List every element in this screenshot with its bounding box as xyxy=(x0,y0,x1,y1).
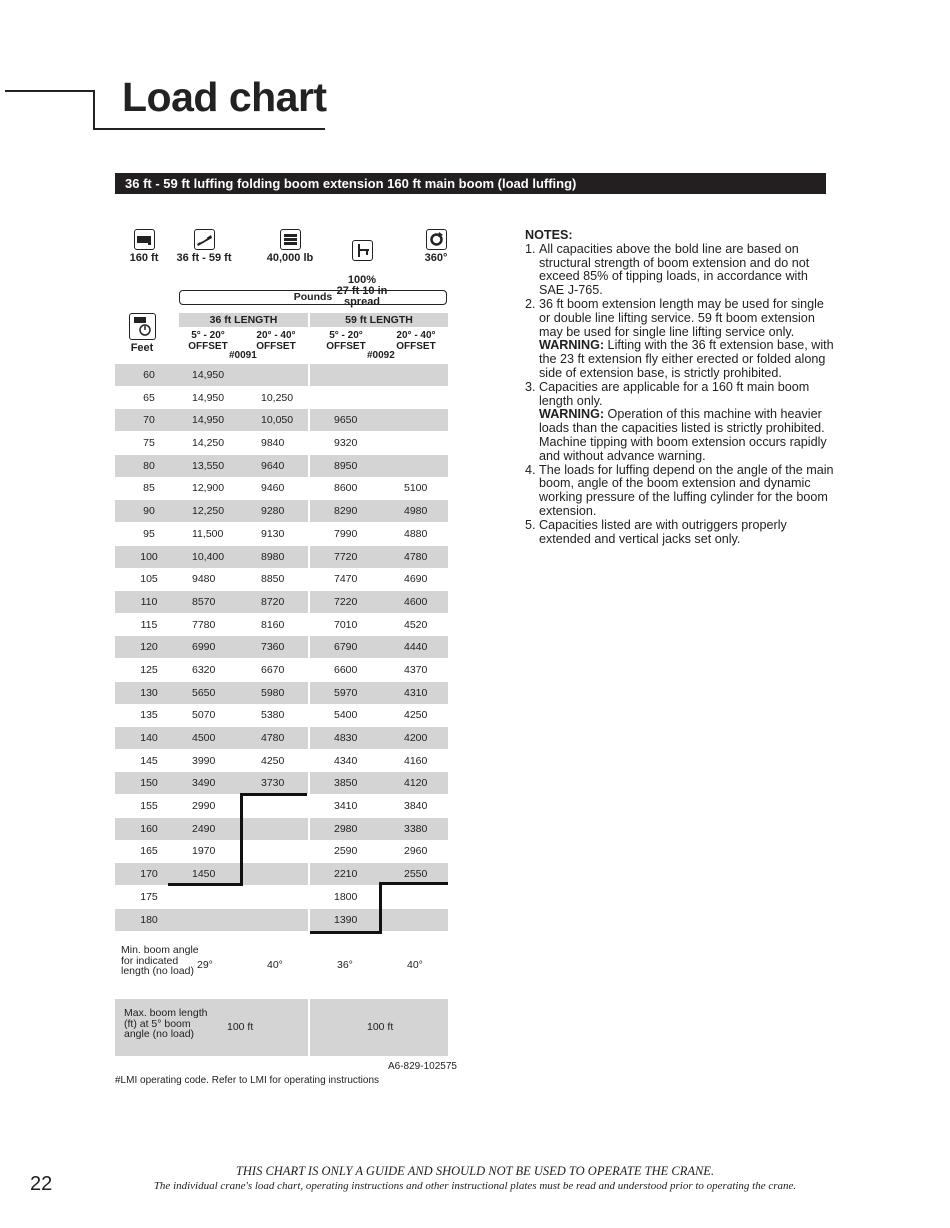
capacity-cell: 4340 xyxy=(334,754,358,767)
capacity-cell: 5980 xyxy=(261,686,285,699)
table-row xyxy=(115,636,448,659)
capacity-cell: 2550 xyxy=(404,868,428,881)
capacity-cell: 3730 xyxy=(261,777,285,790)
capacity-cell: 14,950 xyxy=(192,391,225,404)
note-item xyxy=(539,464,835,519)
capacity-cell: 4120 xyxy=(404,777,428,790)
capacity-cell: 4310 xyxy=(404,686,428,699)
table-row xyxy=(115,432,448,455)
min-angle-value: 40° xyxy=(407,959,423,971)
spec-rotation xyxy=(416,229,456,264)
radius-cell: 130 xyxy=(140,686,158,699)
note-text: Capacities are applicable for a 160 ft main boom length only. xyxy=(539,379,810,408)
table-row xyxy=(115,591,448,614)
radius-cell: 160 xyxy=(140,822,158,835)
structural-limit-line xyxy=(240,793,243,886)
capacity-cell: 8160 xyxy=(261,618,285,631)
chart-code: A6-829-102575 xyxy=(388,1061,457,1072)
title-rule xyxy=(93,90,95,130)
capacity-cell: 2990 xyxy=(192,800,216,813)
capacity-cell: 3380 xyxy=(404,822,428,835)
table-row xyxy=(115,477,448,500)
capacity-cell: 2980 xyxy=(334,822,358,835)
radius-cell: 70 xyxy=(143,414,155,427)
radius-cell: 110 xyxy=(140,595,158,608)
radius-cell: 180 xyxy=(140,913,158,926)
note-text: The loads for luffing depend on the angle of the main boom, angle of the boom extension and dynamic working pressure of the luffing cylinder for the boom extension. xyxy=(539,462,834,518)
capacity-cell: 5100 xyxy=(404,482,428,495)
structural-limit-line xyxy=(168,883,243,886)
offset-header: 20° - 40° OFFSET xyxy=(396,330,436,352)
capacity-cell: 3490 xyxy=(192,777,216,790)
note-text: All capacities above the bold line are based on structural strength of boom extension and do not exceed 85% of tipping loads, in accordance with SAE J-765. xyxy=(539,241,810,298)
min-angle-value: 29° xyxy=(197,959,213,971)
table-row xyxy=(115,364,448,387)
capacity-cell: 4780 xyxy=(404,550,428,563)
capacity-cell: 10,250 xyxy=(261,391,294,404)
capacity-cell: 4250 xyxy=(404,709,428,722)
capacity-cell: 8980 xyxy=(261,550,285,563)
spec-counterweight xyxy=(260,229,320,264)
capacity-cell: 4250 xyxy=(261,754,285,767)
radius-cell: 75 xyxy=(143,437,155,450)
capacity-cell: 6990 xyxy=(192,641,216,654)
capacity-cell: 2210 xyxy=(334,868,358,881)
lmi-note: #LMI operating code. Refer to LMI for operating instructions xyxy=(115,1075,380,1086)
capacity-cell: 9480 xyxy=(192,573,216,586)
capacity-cell: 6790 xyxy=(334,641,358,654)
capacity-cell: 8950 xyxy=(334,459,358,472)
capacity-cell: 1450 xyxy=(192,868,216,881)
spec-outrigger xyxy=(330,229,394,319)
boom-extension-icon xyxy=(194,229,215,250)
radius-cell: 135 xyxy=(140,709,158,722)
warning-text: Lifting with the 36 ft extension base, with the 23 ft extension fly either erected or folded along side of extension base, is strictly prohibited. xyxy=(539,338,834,380)
table-row xyxy=(115,886,448,909)
table-row xyxy=(115,568,448,591)
spec-main-boom xyxy=(124,229,164,264)
capacity-cell: 5400 xyxy=(334,709,358,722)
disclaimer: THIS CHART IS ONLY A GUIDE AND SHOULD NOT BE USED TO OPERATE THE CRANE. xyxy=(235,1164,715,1178)
note-text: 36 ft boom extension length may be used for single or double line lifting service. 59 ft boom extension may be used for single line lifting service only. xyxy=(539,296,824,339)
capacity-cell: 4370 xyxy=(404,663,428,676)
min-angle-row xyxy=(115,939,448,995)
radius-cell: 115 xyxy=(140,618,158,631)
load-table xyxy=(115,364,448,931)
table-row xyxy=(115,909,448,932)
feet-label: Feet xyxy=(130,342,154,354)
capacity-cell: 9640 xyxy=(261,459,285,472)
capacity-cell: 2960 xyxy=(404,845,428,858)
table-row xyxy=(115,727,448,750)
table-row xyxy=(115,682,448,705)
spec-value: 360° xyxy=(424,252,448,264)
radius-cell: 140 xyxy=(140,732,158,744)
capacity-cell: 12,900 xyxy=(192,482,225,495)
capacity-cell: 3840 xyxy=(404,800,428,813)
structural-limit-line xyxy=(310,931,382,934)
capacity-cell: 4830 xyxy=(334,732,358,744)
note-item xyxy=(539,243,835,298)
min-angle-value: 40° xyxy=(267,959,283,971)
capacity-cell: 4780 xyxy=(261,732,285,744)
capacity-cell: 8600 xyxy=(334,482,358,495)
structural-limit-line xyxy=(242,793,307,796)
capacity-cell: 8850 xyxy=(261,573,285,586)
capacity-cell: 1800 xyxy=(334,890,358,903)
capacity-cell: 14,250 xyxy=(192,437,225,450)
capacity-cell: 4440 xyxy=(404,641,428,654)
radius-cell: 120 xyxy=(140,641,158,654)
max-length-row xyxy=(115,999,448,1056)
capacity-cell: 7780 xyxy=(192,618,216,631)
capacity-cell: 4690 xyxy=(404,573,428,586)
capacity-cell: 9650 xyxy=(334,414,358,427)
capacity-cell: 7360 xyxy=(261,641,285,654)
table-row xyxy=(115,772,448,795)
radius-cell: 155 xyxy=(140,800,158,813)
note-item xyxy=(539,381,835,464)
capacity-cell: 6670 xyxy=(261,663,285,676)
table-row xyxy=(115,795,448,818)
page-number: 22 xyxy=(30,1173,53,1195)
table-row xyxy=(115,659,448,682)
spec-value: 100% 27 ft 10 in spread xyxy=(336,274,388,308)
capacity-cell: 10,400 xyxy=(192,550,225,563)
table-row xyxy=(115,409,448,432)
capacity-cell: 7470 xyxy=(334,573,358,586)
capacity-cell: 5650 xyxy=(192,686,216,699)
notes-title: NOTES: xyxy=(525,228,573,242)
capacity-cell: 4980 xyxy=(404,505,428,518)
lmi-code: #0092 xyxy=(367,350,395,361)
capacity-cell: 9320 xyxy=(334,437,358,450)
capacity-cell: 8290 xyxy=(334,505,358,518)
note-item xyxy=(539,519,835,547)
note-item xyxy=(539,298,835,381)
units-label: Pounds xyxy=(179,290,447,305)
table-row xyxy=(115,523,448,546)
table-row xyxy=(115,387,448,410)
length-header-59: 59 ft LENGTH xyxy=(310,313,448,327)
max-length-value: 100 ft xyxy=(367,1021,394,1033)
capacity-cell: 5970 xyxy=(334,686,358,699)
min-angle-value: 36° xyxy=(337,959,353,971)
note-text: Capacities listed are with outriggers properly extended and vertical jacks set only. xyxy=(539,517,787,546)
spec-value: 160 ft xyxy=(129,252,159,264)
page-title: Load chart xyxy=(122,74,327,120)
table-row xyxy=(115,704,448,727)
max-length-value: 100 ft xyxy=(227,1021,254,1033)
capacity-cell: 9280 xyxy=(261,505,285,518)
disclaimer-detail: The individual crane's load chart, operating instructions and other instructional plates must be read and understood prior to operating the crane. xyxy=(153,1180,797,1192)
offset-header: 5° - 20° OFFSET xyxy=(326,330,366,352)
section-title: 36 ft - 59 ft luffing folding boom extension 160 ft main boom (load luffing) xyxy=(115,173,826,194)
radius-cell: 125 xyxy=(140,663,158,676)
min-angle-label: Min. boom angle for indicated length (no load) xyxy=(121,944,199,977)
radius-cell: 165 xyxy=(140,845,158,858)
capacity-cell: 4160 xyxy=(404,754,428,767)
capacity-cell: 7220 xyxy=(334,595,358,608)
radius-cell: 85 xyxy=(143,482,155,495)
capacity-cell: 13,550 xyxy=(192,459,225,472)
offset-header: 20° - 40° OFFSET xyxy=(256,330,296,352)
capacity-cell: 4600 xyxy=(404,595,428,608)
capacity-cell: 5070 xyxy=(192,709,216,722)
spec-boom-extension xyxy=(172,229,236,264)
spec-value: 40,000 lb xyxy=(266,252,314,264)
main-boom-icon xyxy=(134,229,155,250)
capacity-cell: 8720 xyxy=(261,595,285,608)
capacity-cell: 14,950 xyxy=(192,414,225,427)
capacity-cell: 7010 xyxy=(334,618,358,631)
structural-limit-line xyxy=(379,882,382,934)
capacity-cell: 12,250 xyxy=(192,505,225,518)
capacity-cell: 14,950 xyxy=(192,369,225,381)
feet-header xyxy=(126,313,158,354)
capacity-cell: 5380 xyxy=(261,709,285,722)
radius-icon xyxy=(129,313,156,340)
radius-cell: 100 xyxy=(140,550,158,563)
capacity-cell: 7720 xyxy=(334,550,358,563)
structural-limit-line xyxy=(381,882,448,885)
warning-text: Operation of this machine with heavier loads than the capacities listed is strictly prohibited. Machine tipping with boom extension occurs rapidly and without advance warning. xyxy=(539,407,827,463)
radius-cell: 90 xyxy=(143,505,155,518)
table-row xyxy=(115,750,448,773)
table-row xyxy=(115,546,448,569)
table-row xyxy=(115,614,448,637)
capacity-cell: 11,500 xyxy=(192,527,224,540)
warning-label: WARNING: xyxy=(539,338,605,353)
capacity-cell: 8570 xyxy=(192,595,216,608)
capacity-cell: 1970 xyxy=(192,845,216,858)
capacity-cell: 2590 xyxy=(334,845,358,858)
capacity-cell: 4880 xyxy=(404,527,428,540)
table-row xyxy=(115,500,448,523)
capacity-cell: 9840 xyxy=(261,437,285,450)
capacity-cell: 9460 xyxy=(261,482,285,495)
capacity-cell: 6600 xyxy=(334,663,358,676)
radius-cell: 145 xyxy=(140,754,158,767)
notes xyxy=(525,229,835,546)
radius-cell: 80 xyxy=(143,459,155,472)
radius-cell: 95 xyxy=(143,527,155,540)
capacity-cell: 2490 xyxy=(192,822,216,835)
title-rule xyxy=(93,128,325,130)
capacity-cell: 10,050 xyxy=(261,414,294,427)
lmi-code: #0091 xyxy=(229,350,257,361)
capacity-cell: 3990 xyxy=(192,754,216,767)
table-row xyxy=(115,455,448,478)
radius-cell: 150 xyxy=(140,777,158,790)
table-row xyxy=(115,818,448,841)
length-header-36: 36 ft LENGTH xyxy=(179,313,308,327)
capacity-cell: 3850 xyxy=(334,777,358,790)
radius-cell: 60 xyxy=(143,369,155,381)
notes-list xyxy=(525,243,835,547)
capacity-cell: 9130 xyxy=(261,527,285,540)
capacity-cell: 4200 xyxy=(404,732,428,744)
table-row xyxy=(115,840,448,863)
radius-cell: 175 xyxy=(140,890,158,903)
rotation-icon xyxy=(426,229,447,250)
radius-cell: 105 xyxy=(140,573,158,586)
radius-cell: 65 xyxy=(143,391,155,404)
capacity-cell: 6320 xyxy=(192,663,216,676)
capacity-cell: 4500 xyxy=(192,732,216,744)
outrigger-icon xyxy=(352,240,373,261)
capacity-cell: 1390 xyxy=(334,913,358,926)
title-rule xyxy=(5,90,95,92)
radius-cell: 170 xyxy=(140,868,158,881)
capacity-cell: 3410 xyxy=(334,800,358,813)
counterweight-icon xyxy=(280,229,301,250)
capacity-cell: 7990 xyxy=(334,527,358,540)
spec-value: 36 ft - 59 ft xyxy=(176,252,232,264)
warning-label: WARNING: xyxy=(539,407,605,422)
offset-header: 5° - 20° OFFSET xyxy=(188,330,228,352)
capacity-cell: 4520 xyxy=(404,618,428,631)
max-length-label: Max. boom length (ft) at 5° boom angle (no load) xyxy=(124,1007,208,1040)
